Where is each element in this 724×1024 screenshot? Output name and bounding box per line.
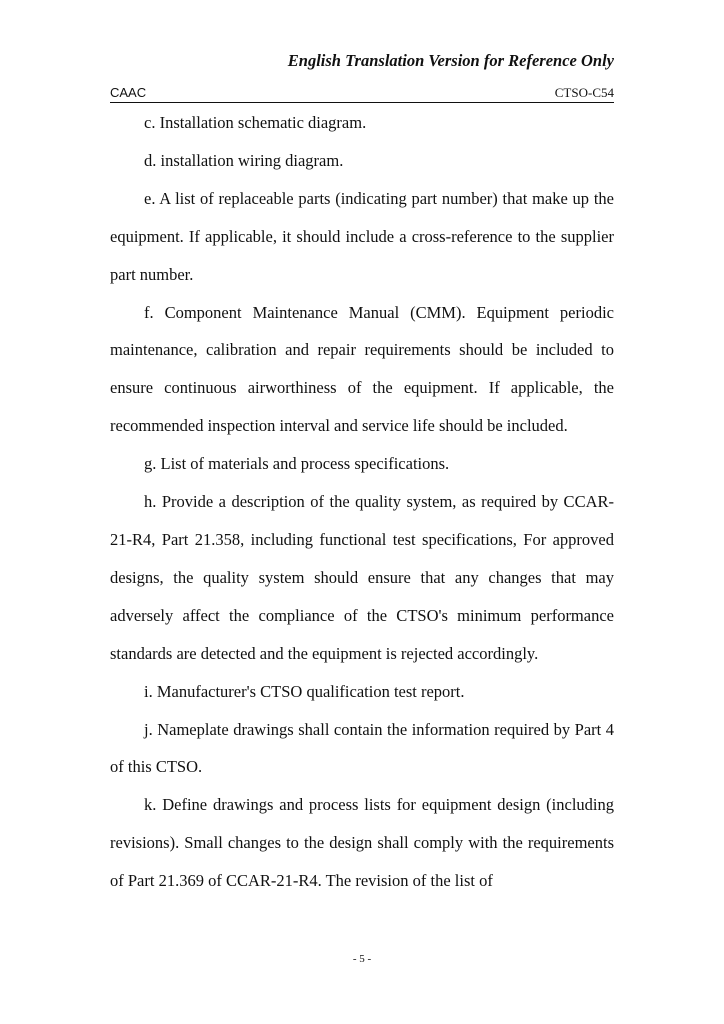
list-item-g: g. List of materials and process specifications. <box>144 454 450 474</box>
list-item-h: h. Provide a description of the quality system, as required by CCAR-21-R4, Part 21.358, including functional test specifications, For approved designs, the quality system should ensure that any changes that may adversely affect the compliance of the CTSO's minimum performance standards are detected and the equipment is rejected accordingly. <box>110 492 614 663</box>
list-item-e: e. A list of replaceable parts (indicating part number) that make up the equipment. If applicable, it should include a cross-reference to the supplier part number. <box>110 188 614 284</box>
page-number: - 5 - <box>352 953 372 965</box>
header-document-id: CTSO-C54 <box>554 85 614 100</box>
list-item-j: j. Nameplate drawings shall contain the information required by Part 4 of this CTSO. <box>110 719 614 777</box>
list-item-c: c. Installation schematic diagram. <box>144 113 367 132</box>
document-body <box>110 104 614 900</box>
list-item-i: i. Manufacturer's CTSO qualification test report. <box>144 681 465 701</box>
list-item-d: d. installation wiring diagram. <box>144 150 344 170</box>
translation-banner: English Translation Version for Reference Only <box>287 51 614 70</box>
list-item-k: k. Define drawings and process lists for equipment design (including revisions). Small changes to the design shall comply with the requirements of Part 21.369 of CCAR-21-R4. The revision of the list of <box>110 795 614 891</box>
list-item-f: f. Component Maintenance Manual (CMM). Equipment periodic maintenance, calibration and repair requirements should be included to ensure continuous airworthiness of the equipment. If applicable, the recommended inspection interval and service life should be included. <box>110 302 614 436</box>
header-agency: CAAC <box>110 85 147 100</box>
running-header <box>110 85 614 103</box>
